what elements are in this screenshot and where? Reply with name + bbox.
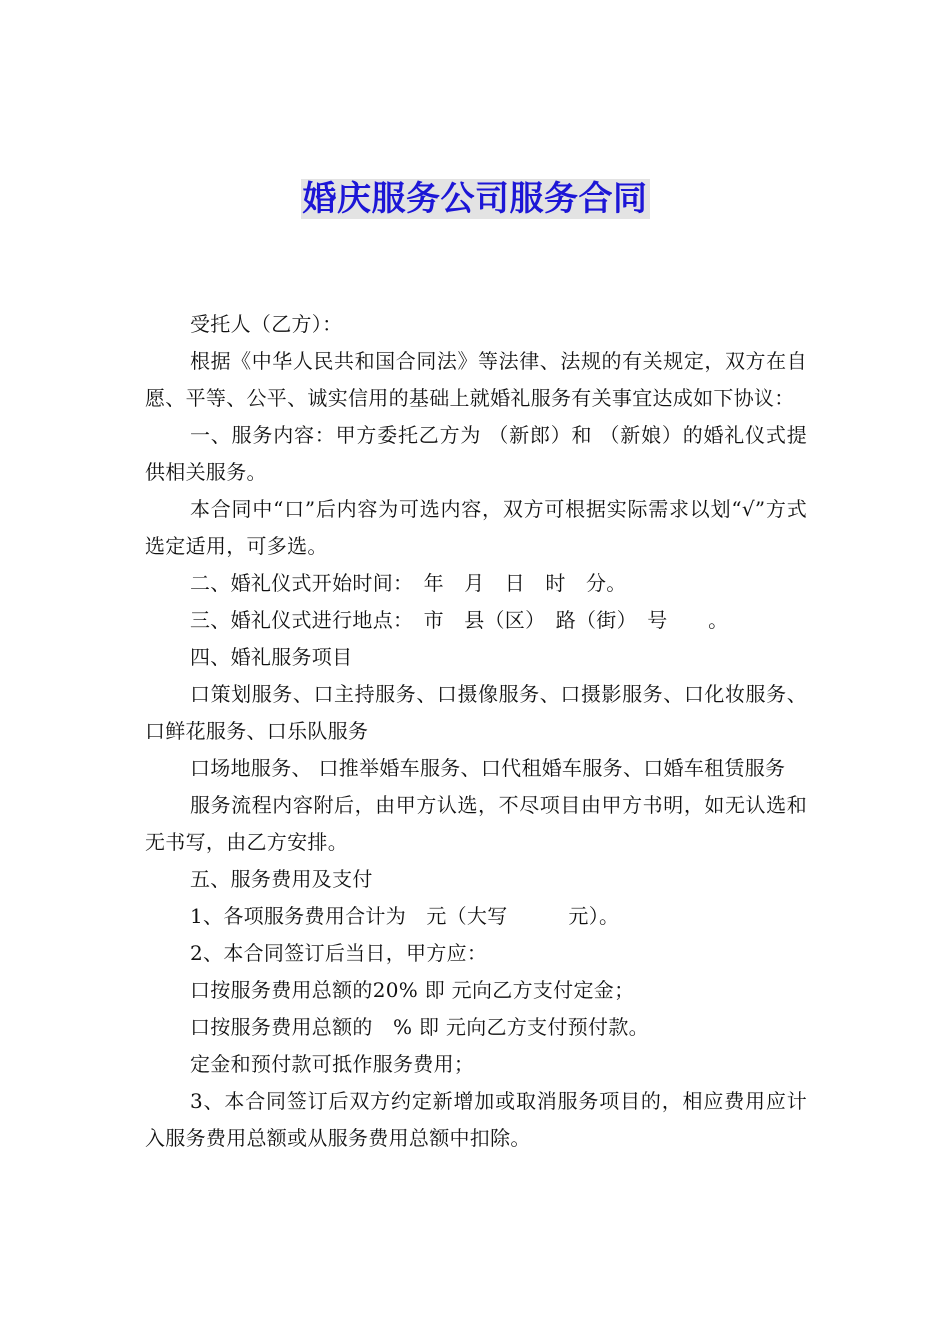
paragraph-deposit-option: 口按服务费用总额的20% 即 元向乙方支付定金；: [190, 978, 635, 1002]
paragraph-legal-basis: 根据《中华人民共和国合同法》等法律、法规的有关规定，双方在自愿、平等、公平、诚实信用的基础上就婚礼服务有关事宜达成如下协议：: [145, 349, 807, 410]
paragraph-prepayment-option: 口按服务费用总额的 % 即 元向乙方支付预付款。: [190, 1015, 649, 1039]
paragraph-fee-payment: 2、本合同签订后当日，甲方应：: [190, 941, 488, 965]
paragraph-ceremony-time: 二、婚礼仪式开始时间： 年 月 日 时 分。: [190, 571, 627, 595]
paragraph-deposit-offset: 定金和预付款可抵作服务费用；: [190, 1052, 475, 1076]
paragraph-service-options-1: 口策划服务、口主持服务、口摄像服务、口摄影服务、口化妆服务、口鲜花服务、口乐队服务: [145, 682, 807, 743]
paragraph-service-flow: 服务流程内容附后，由甲方认选，不尽项目由甲方书明，如无认选和无书写，由乙方安排。: [145, 793, 807, 854]
document-body: [145, 306, 807, 1157]
document-title: 婚庆服务公司服务合同: [302, 179, 648, 219]
paragraph-trustee: 受托人（乙方）：: [190, 312, 343, 336]
paragraph-ceremony-location: 三、婚礼仪式进行地点： 市 县（区） 路（街） 号 。: [190, 608, 729, 632]
paragraph-service-content: 一、服务内容：甲方委托乙方为 （新郎）和 （新娘）的婚礼仪式提供相关服务。: [145, 423, 807, 484]
paragraph-service-items-heading: 四、婚礼服务项目: [190, 645, 353, 669]
paragraph-service-options-2: 口场地服务、 口推举婚车服务、口代租婚车服务、口婚车租赁服务: [190, 756, 786, 780]
paragraph-fee-adjustment: 3、本合同签订后双方约定新增加或取消服务项目的，相应费用应计入服务费用总额或从服务费用总额中扣除。: [145, 1089, 807, 1150]
paragraph-optional-note: 本合同中“口”后内容为可选内容，双方可根据实际需求以划“√”方式选定适用，可多选。: [145, 497, 807, 558]
paragraph-fee-heading: 五、服务费用及支付: [190, 867, 373, 891]
paragraph-fee-total: 1、各项服务费用合计为 元（大写 元）。: [190, 904, 620, 928]
document-title-container: [0, 174, 950, 224]
